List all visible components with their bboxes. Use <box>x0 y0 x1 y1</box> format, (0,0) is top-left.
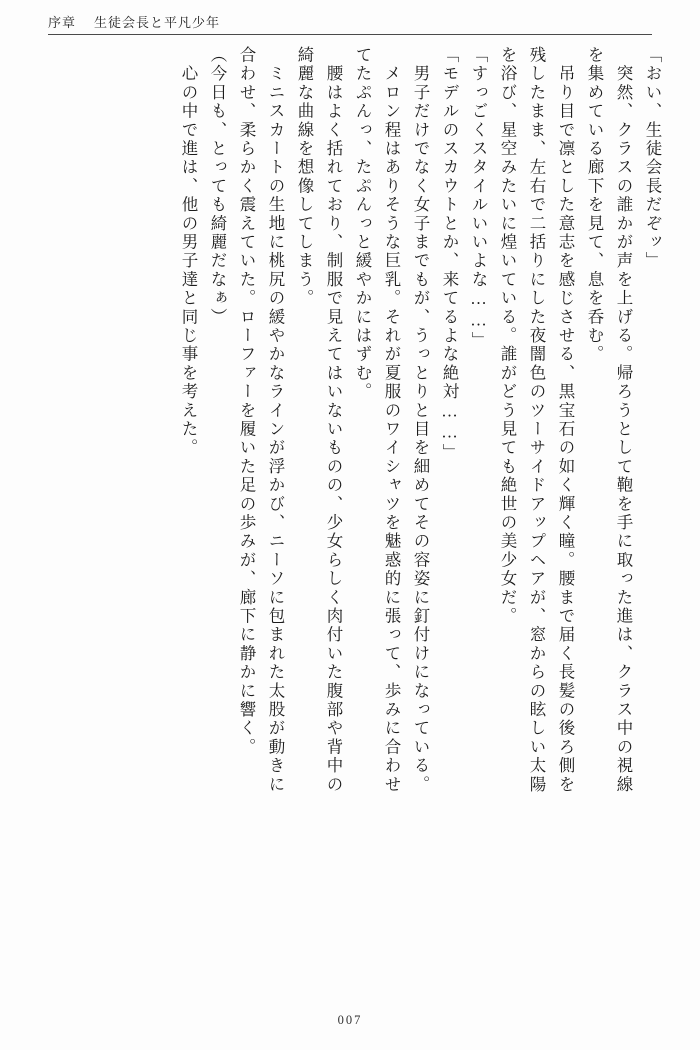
chapter-title: 生徒会長と平凡少年 <box>94 14 221 30</box>
text-line: メロン程はありそうな巨乳。それが夏服のワイシャツを魅惑的に張って、歩みに合わせ <box>382 46 401 794</box>
text-line: 突然、クラスの誰かが声を上げる。帰ろうとして鞄を手に取った進は、クラス中の視線 <box>614 46 633 794</box>
text-line: 男子だけでなく女子までもが、うっとりと目を細めてその容姿に釘付けになっている。 <box>411 46 430 794</box>
text-line: を集めている廊下を見て、息を呑む。 <box>585 46 604 364</box>
page-number: 007 <box>337 1013 363 1027</box>
text-line: 心の中で進は、他の男子達と同じ事を考えた。 <box>179 46 198 458</box>
running-head <box>48 8 652 35</box>
text-line: 合わせ、柔らかく震えていた。ローファーを履いた足の歩みが、廊下に静かに響く。 <box>237 46 256 757</box>
text-line: 「おい、生徒会長だぞッ」 <box>643 46 662 271</box>
body-text <box>40 46 660 996</box>
chapter-number: 序章 <box>48 14 77 30</box>
text-line: 綺麗な曲線を想像してしまう。 <box>295 46 314 308</box>
text-line: を浴び、星空みたいに煌いている。誰がどう見ても絶世の美少女だ。 <box>498 46 517 626</box>
text-line: 「すっごくスタイルいいよな……」 <box>469 46 488 351</box>
text-line: （今日も、とっても綺麗だなぁ） <box>208 46 227 327</box>
text-line: てたぷんっ、たぷんっと緩やかにはずむ。 <box>353 46 372 402</box>
text-line: 腰はよく括れており、制服で見えてはいないものの、少女らしく肉付いた腹部や背中の <box>324 46 343 794</box>
text-line: ミニスカートの生地に桃尻の緩やかなラインが浮かび、ニーソに包まれた太股が動きに <box>266 46 285 794</box>
text-line: 吊り目で凛とした意志を感じさせる、黒宝石の如く輝く瞳。腰まで届く長髪の後ろ側を <box>556 46 575 795</box>
text-line: 「モデルのスカウトとか、来てるよな絶対……」 <box>440 46 459 463</box>
text-line: 残したまま、左右で二括りにした夜闇色のツーサイドアップヘアが、窓からの眩しい太陽 <box>527 46 546 794</box>
